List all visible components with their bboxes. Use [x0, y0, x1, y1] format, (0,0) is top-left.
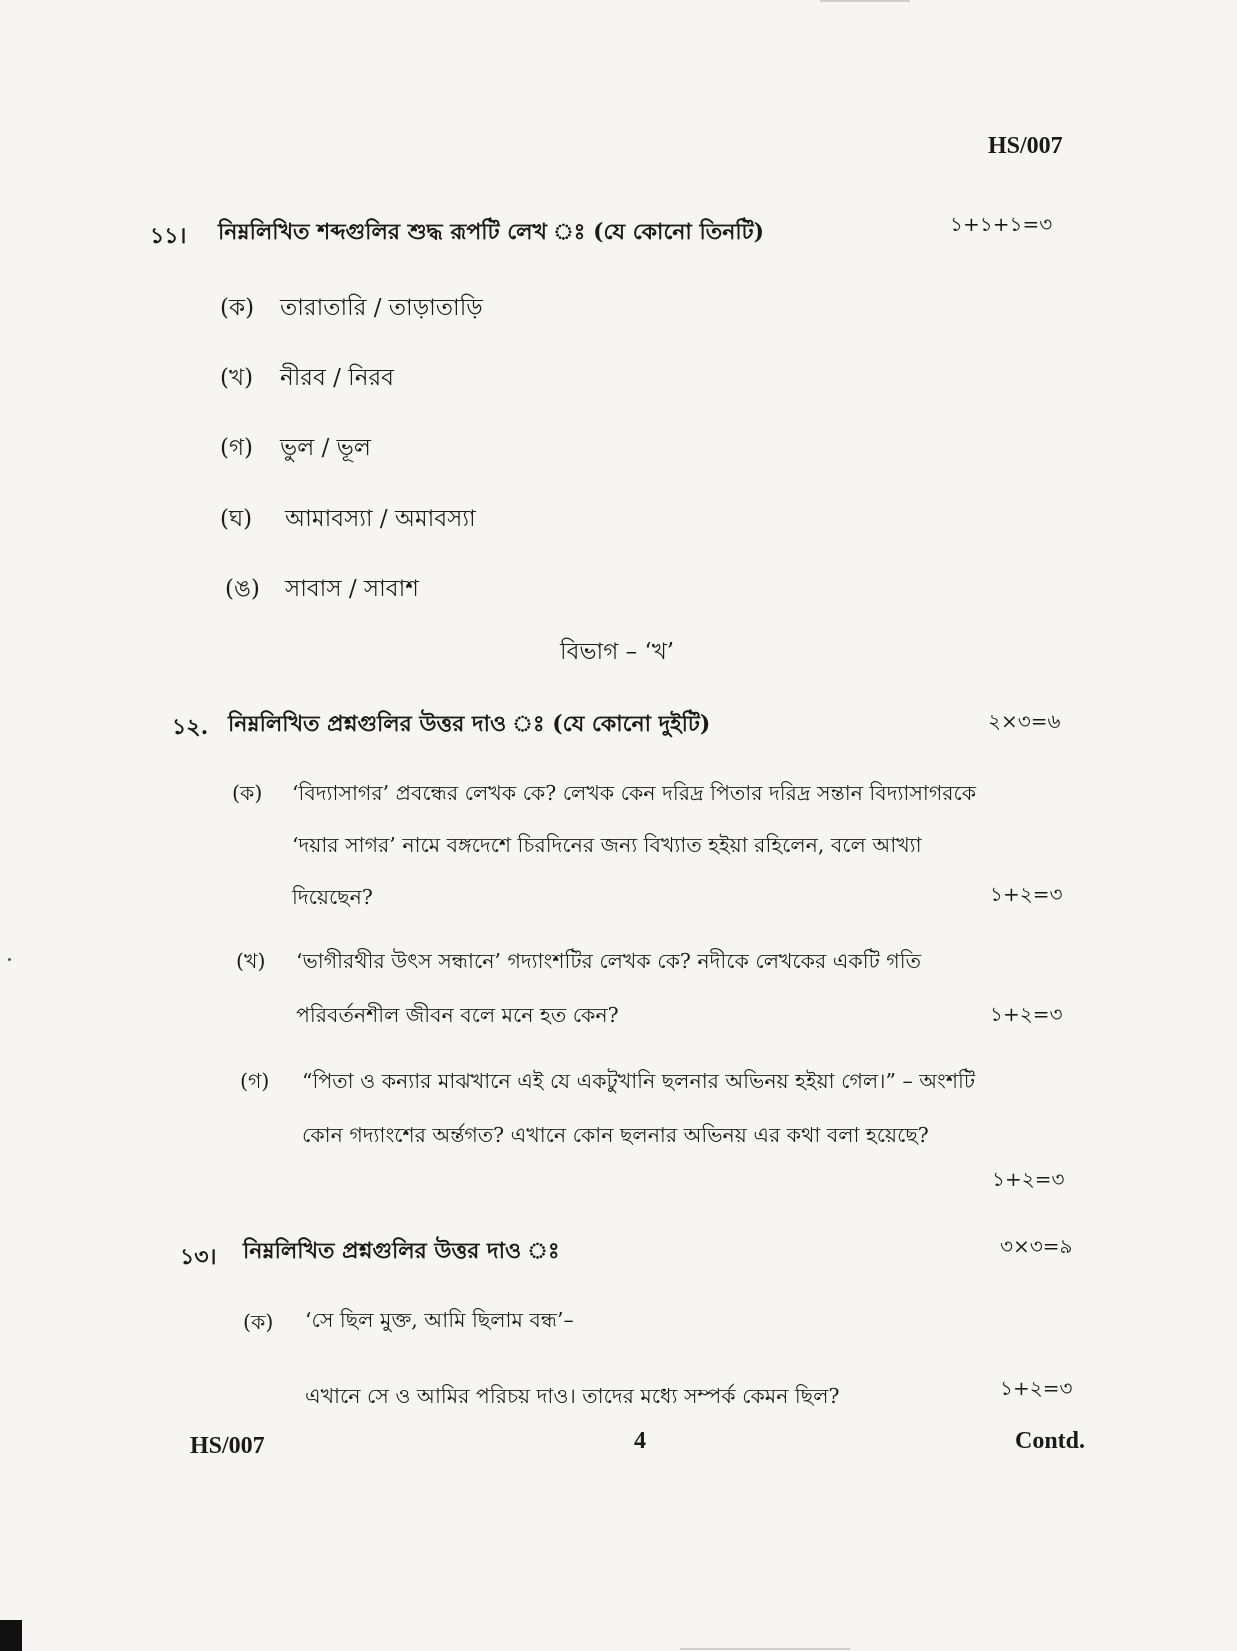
scan-bottom-line	[680, 1648, 850, 1650]
q11-number: ১১।	[150, 223, 187, 249]
q12-sub-label: (গ)	[240, 1069, 270, 1093]
q12-marks: ২×৩=৬	[988, 709, 1061, 733]
q11-option-label: (ঘ)	[220, 506, 253, 532]
q13-sub-label: (ক)	[243, 1310, 274, 1334]
q12-sub-line: পরিবর্তনশীল জীবন বলে মনে হত কেন?	[296, 1003, 619, 1027]
section-heading: বিভাগ – ‘খ’	[560, 639, 675, 665]
q11-marks: ১+১+১=৩	[950, 212, 1053, 236]
q12-text: নিম্নলিখিত প্রশ্নগুলির উত্তর দাও ঃ (যে কোনো দুইটি)	[228, 711, 711, 737]
scan-top-line	[820, 0, 910, 2]
q11-option-label: (খ)	[220, 365, 254, 391]
q11-option-label: (ক)	[220, 295, 255, 321]
q13-sub-marks: ১+২=৩	[1000, 1376, 1073, 1400]
q13-sub-quote: ‘সে ছিল মুক্ত, আমি ছিলাম বন্ধ’–	[305, 1308, 574, 1332]
q13-marks: ৩×৩=৯	[1000, 1234, 1073, 1258]
q11-option-text: তারাতারি / তাড়াতাড়ি	[280, 295, 483, 321]
q12-sub-line: দিয়েছেন?	[292, 885, 373, 909]
q11-option-label: (গ)	[220, 435, 254, 461]
q13-text: নিম্নলিখিত প্রশ্নগুলির উত্তর দাও ঃ	[243, 1238, 560, 1264]
header-paper-code: HS/007	[988, 133, 1063, 159]
footer-contd: Contd.	[1015, 1428, 1086, 1454]
q12-sub-marks: ১+২=৩	[990, 882, 1063, 906]
q11-option-text: আমাবস্যা / অমাবস্যা	[285, 506, 476, 532]
q11-option-label: (ঙ)	[225, 576, 260, 602]
footer-page-number: 4	[634, 1428, 646, 1454]
q12-number: ১২.	[172, 714, 209, 740]
q12-sub-marks: ১+২=৩	[992, 1167, 1065, 1191]
q12-sub-line: ‘ভাগীরথীর উৎস সন্ধানে’ গদ্যাংশটির লেখক কে? নদীকে লেখকের একটি গতি	[296, 949, 921, 973]
q12-sub-label: (খ)	[236, 949, 266, 973]
q13-sub-question: এখানে সে ও আমির পরিচয় দাও। তাদের মধ্যে সম্পর্ক কেমন ছিল?	[305, 1384, 840, 1408]
q11-option-text: ভুল / ভূল	[280, 435, 371, 461]
scan-left-mark	[0, 1620, 22, 1651]
q11-text: নিম্নলিখিত শব্দগুলির শুদ্ধ রূপটি লেখ ঃ (যে কোনো তিনটি)	[218, 219, 765, 245]
q11-option-text: সাবাস / সাবাশ	[285, 576, 419, 602]
scan-speck	[8, 958, 11, 961]
footer-paper-code: HS/007	[190, 1433, 265, 1459]
q12-sub-line: “পিতা ও কন্যার মাঝখানে এই যে একটুখানি ছলনার অভিনয় হইয়া গেল।” – অংশটি	[302, 1069, 975, 1093]
q13-number: ১৩।	[180, 1244, 217, 1270]
q12-sub-label: (ক)	[232, 781, 263, 805]
q11-option-text: নীরব / নিরব	[280, 365, 394, 391]
q12-sub-line: ‘বিদ্যাসাগর’ প্রবন্ধের লেখক কে? লেখক কেন দরিদ্র পিতার দরিদ্র সন্তান বিদ্যাসাগরকে	[292, 781, 977, 805]
q12-sub-line: ‘দয়ার সাগর’ নামে বঙ্গদেশে চিরদিনের জন্য বিখ্যাত হইয়া রহিলেন, বলে আখ্যা	[292, 833, 922, 857]
q12-sub-line: কোন গদ্যাংশের অর্ন্তগত? এখানে কোন ছলনার অভিনয় এর কথা বলা হয়েছে?	[302, 1123, 929, 1147]
q12-sub-marks: ১+২=৩	[990, 1002, 1063, 1026]
